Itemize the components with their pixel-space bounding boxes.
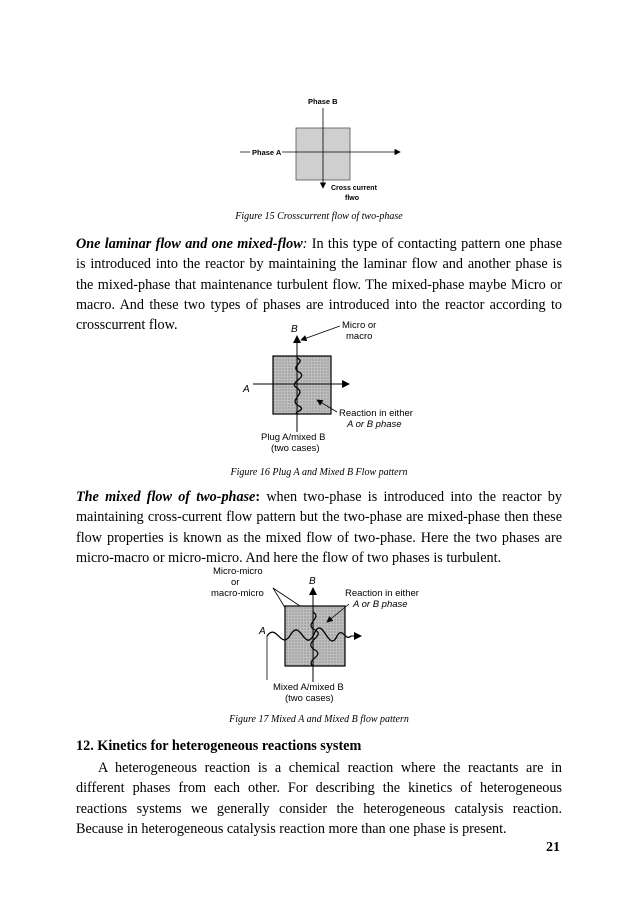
- fig17-macro-micro-label: macro-micro: [211, 588, 264, 599]
- fig17-micro-micro-label: Micro-micro: [213, 566, 263, 577]
- fig17-mixed-label: Mixed A/mixed B: [273, 682, 344, 693]
- fig17-reaction-label: Reaction in either: [345, 588, 419, 599]
- paragraph-laminar-flow: One laminar flow and one mixed-flow: In this type of contacting pattern one phase is introduced into the reactor by maintaining the laminar flow and another phase is the mixed-phase that maintenance turbulent flow. The mixed-phase maybe Micro or macro. And these two types of phases are introduced into the reactor according to crosscurrent flow.: [76, 236, 562, 334]
- cross-current-label-2: flwo: [345, 195, 359, 202]
- paragraph-mixed-flow: The mixed flow of two-phase: when two-phase is introduced into the reactor by maintaining cross-current flow pattern but the two-phase are mixed-phase then these flow properties is known as the mixed flow of two-phase. Here the two phases are micro-macro or micro-micro. And here the flow of two phases is turbulent.: [76, 489, 562, 566]
- fig16-reaction-label-2: A or B phase: [347, 419, 402, 430]
- figure-15-caption: Figure 15 Crosscurrent flow of two-phase: [235, 211, 403, 222]
- figure-16-diagram: [225, 314, 425, 464]
- fig16-plug-label: Plug A/mixed B: [261, 432, 326, 443]
- figure-17-caption: Figure 17 Mixed A and Mixed B flow pattern: [229, 714, 409, 725]
- cross-current-label: Cross current: [331, 185, 377, 192]
- figure-15-diagram: [220, 88, 420, 208]
- fig16-b-label: B: [291, 324, 298, 335]
- fig17-or-label: or: [231, 577, 240, 588]
- figure-17-diagram: [205, 562, 435, 712]
- fig16-a-label: A: [243, 384, 250, 395]
- phase-b-label: Phase B: [308, 97, 338, 106]
- laminar-lead: One laminar flow and one mixed-flow: [76, 236, 303, 252]
- phase-a-label: Phase A: [252, 148, 282, 157]
- fig17-reaction-label-2: A or B phase: [353, 599, 408, 610]
- fig16-micro-label: Micro or: [342, 320, 377, 331]
- mixed-lead: The mixed flow of two-phase: [76, 489, 256, 505]
- fig17-b-label: B: [309, 576, 316, 587]
- fig16-reaction-label: Reaction in either: [339, 408, 413, 419]
- section-12-heading: 12. Kinetics for heterogeneous reactions system: [76, 738, 362, 754]
- paragraph-kinetics: A heterogeneous reaction is a chemical reaction where the reactants are in different phases from each other. For describing the kinetics of heterogeneous reactions systems we generally consider the heterogeneous catalysis reaction. Because in heterogeneous catalysis reaction more than one phase is present.: [76, 760, 562, 837]
- fig17-a-label: A: [259, 626, 266, 637]
- figure-16-caption: Figure 16 Plug A and Mixed B Flow pattern: [230, 467, 408, 478]
- page-number: 21: [546, 840, 560, 855]
- mixed-body: when two-phase is introduced into the reactor by maintaining cross-current flow pattern but the two-phase are mixed-phase then these flow properties is known as the mixed flow of two-phase. Here the two phases are micro-macro or micro-micro. And here the flow of two phases is turbulent.: [76, 489, 562, 566]
- fig17-two-cases-label: (two cases): [285, 693, 334, 704]
- fig16-two-cases-label: (two cases): [271, 443, 320, 454]
- laminar-body: In this type of contacting pattern one phase is introduced into the reactor by maintaining the laminar flow and another phase is the mixed-phase that maintenance turbulent flow. The mixed-phase maybe Micro or macro. And these two types of phases are introduced into the reactor according to crosscurrent flow.: [76, 236, 562, 334]
- fig16-reactor-box: [273, 356, 331, 414]
- fig16-macro-label: macro: [346, 331, 373, 342]
